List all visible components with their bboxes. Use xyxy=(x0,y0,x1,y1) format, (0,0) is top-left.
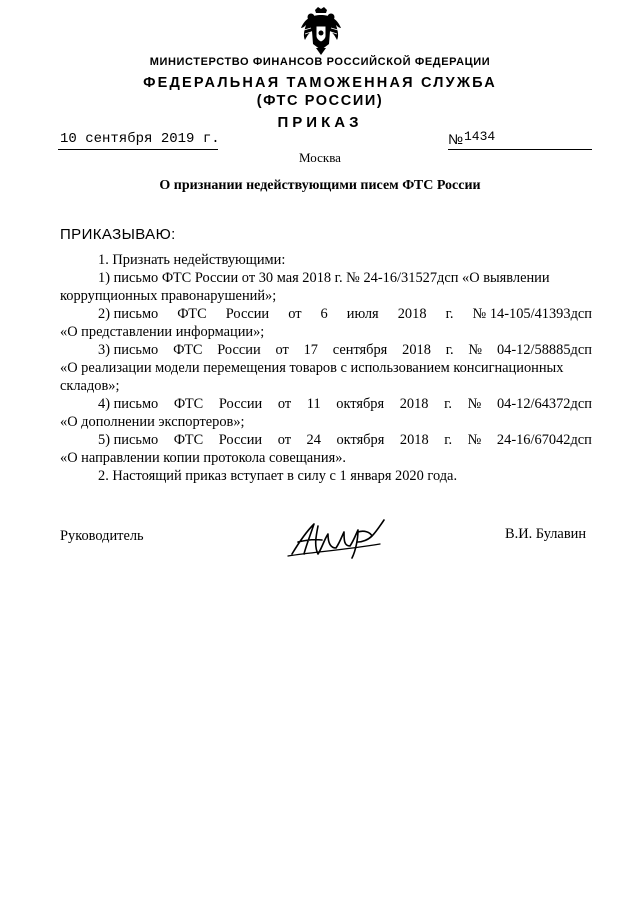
letter-1-line1: 1) письмо ФТС России от 30 мая 2018 г. № 24-16/31527дсп «О выявлении xyxy=(98,270,550,286)
letter-5-line1: 5) письмо ФТС России от 24 октября 2018 г. № 24-16/67042дсп xyxy=(98,432,592,448)
order-word: ПРИКАЗЫВАЮ: xyxy=(60,226,176,243)
city: Москва xyxy=(299,150,341,165)
service-short-name: (ФТС РОССИИ) xyxy=(256,93,384,109)
document-type: ПРИКАЗ xyxy=(277,114,363,131)
order-number: 1434 xyxy=(464,129,496,144)
letter-4-line2: «О дополнении экспортеров»; xyxy=(60,414,245,430)
service-name: ФЕДЕРАЛЬНАЯ ТАМОЖЕННАЯ СЛУЖБА xyxy=(143,75,497,91)
signer-title: Руководитель xyxy=(60,528,144,544)
order-date: 10 сентября 2019 г. xyxy=(60,131,220,147)
letter-4-line1: 4) письмо ФТС России от 11 октября 2018 г. № 04-12/64372дсп xyxy=(98,396,592,412)
coat-of-arms-icon xyxy=(299,6,343,56)
letter-3-line1: 3) письмо ФТС России от 17 сентября 2018 г. № 04-12/58885дсп xyxy=(98,342,592,358)
handwritten-signature-icon xyxy=(284,514,396,560)
letter-3-line2: «О реализации модели перемещения товаров с использованием консигнационных xyxy=(60,360,564,376)
letter-2-line2: «О представлении информации»; xyxy=(60,324,265,340)
order-subject: О признании недействующими писем ФТС России xyxy=(159,178,481,193)
ministry-name: МИНИСТЕРСТВО ФИНАНСОВ РОССИЙСКОЙ ФЕДЕРАЦИИ xyxy=(149,56,491,68)
number-sign: № xyxy=(448,131,464,147)
letter-1-line2: коррупционных правонарушений»; xyxy=(60,288,277,304)
letter-3-line3: складов»; xyxy=(60,378,120,394)
letter-5-line2: «О направлении копии протокола совещания». xyxy=(60,450,346,466)
signer-name: В.И. Булавин xyxy=(505,526,587,542)
item2: 2. Настоящий приказ вступает в силу с 1 января 2020 года. xyxy=(98,468,458,484)
item1-intro: 1. Признать недействующими: xyxy=(98,252,286,268)
letter-2-line1: 2) письмо ФТС России от 6 июля 2018 г. № 14-105/41393дсп xyxy=(98,306,592,322)
